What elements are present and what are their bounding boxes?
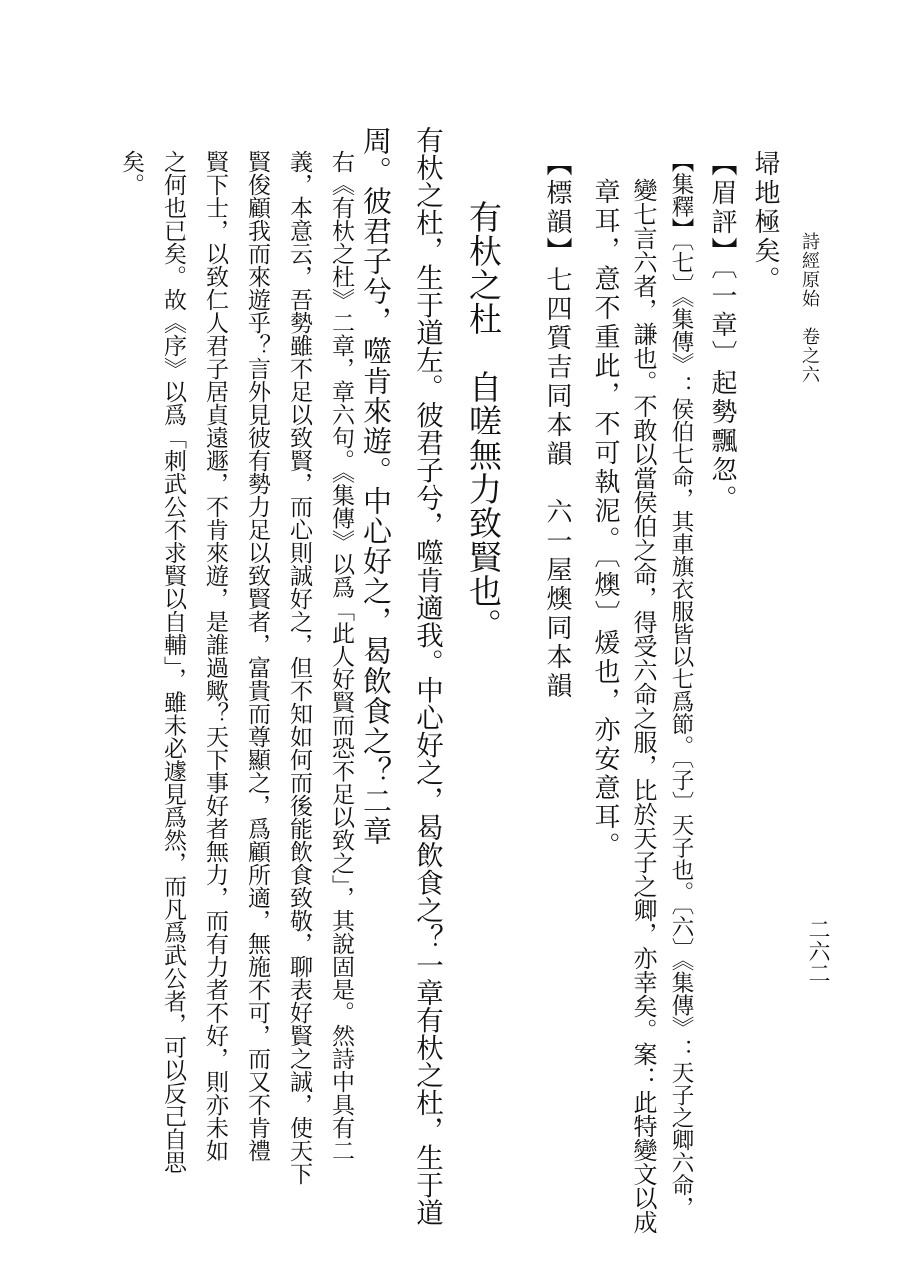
poem-line-1: 有杕之杜，生于道左。彼君子兮，噬肯適我。中心好之，曷飲食之？一章有杕之杜，生于道 — [411, 126, 443, 1226]
note-line-4: 變七言六者，謙也。不敢以當侯伯之命，得受六命之服，比於天子之卿，亦幸矣。案：此特變文以成 — [629, 178, 657, 1234]
commentary-line-4: 賢下士，以致仁人君子居貞遠遯，不肯來遊，是誰過歟？天下事好者無力，而有力者不好，則亦未如 — [202, 150, 228, 1162]
note-line-5: 章耳，意不重此，不可執泥。〔燠〕煖也，亦安意耳。 — [590, 178, 620, 861]
commentary-line-2: 義，本意云，吾勢雖不足以致賢，而心則誠好之，但不知如何而後能飲食致敬，聊表好賢之誠，使天下 — [286, 150, 312, 1185]
note-line-3: 【集釋】〔七〕《集傳》：侯伯七命，其車旗衣服皆以七爲節。〔子〕天子也。〔六〕《集傳》：天子之卿六命， — [668, 150, 694, 1219]
commentary-line-3: 賢俊顧我而來遊乎？言外見彼有勢力足以致賢者，富貴而尊顯之，爲顧所適，無施不可，而又不肯禮 — [244, 150, 270, 1162]
note-line-2: 【眉評】〔一章〕起勢飄忽。 — [707, 150, 737, 514]
note-line-1: 埽地極矣。 — [750, 150, 780, 295]
commentary-line-1: 右《有杕之杜》二章，章六句。《集傳》以爲「此人好賢而恐不足以致之」，其說固是。然詩中具有二 — [328, 150, 354, 1162]
note-line-6: 【標韻】七四質吉同本韻 六一屋燠同本韻 — [542, 150, 572, 701]
commentary-line-5: 之何也已矣。故《序》以爲「刺武公不求賢以自輔」，雖未必遽見爲然，而凡爲武公者，可以反己自思 — [160, 150, 186, 1174]
poem-title: 有杕之杜 自嗟無力致賢也。 — [464, 200, 503, 642]
commentary-line-6: 矣。 — [118, 150, 144, 196]
page-number: 二六二 — [805, 918, 830, 984]
running-title: 詩經原始 卷之六 — [799, 232, 820, 384]
poem-line-2: 周。彼君子兮，噬肯來遊。中心好之，曷飲食之？二章 — [359, 126, 393, 846]
